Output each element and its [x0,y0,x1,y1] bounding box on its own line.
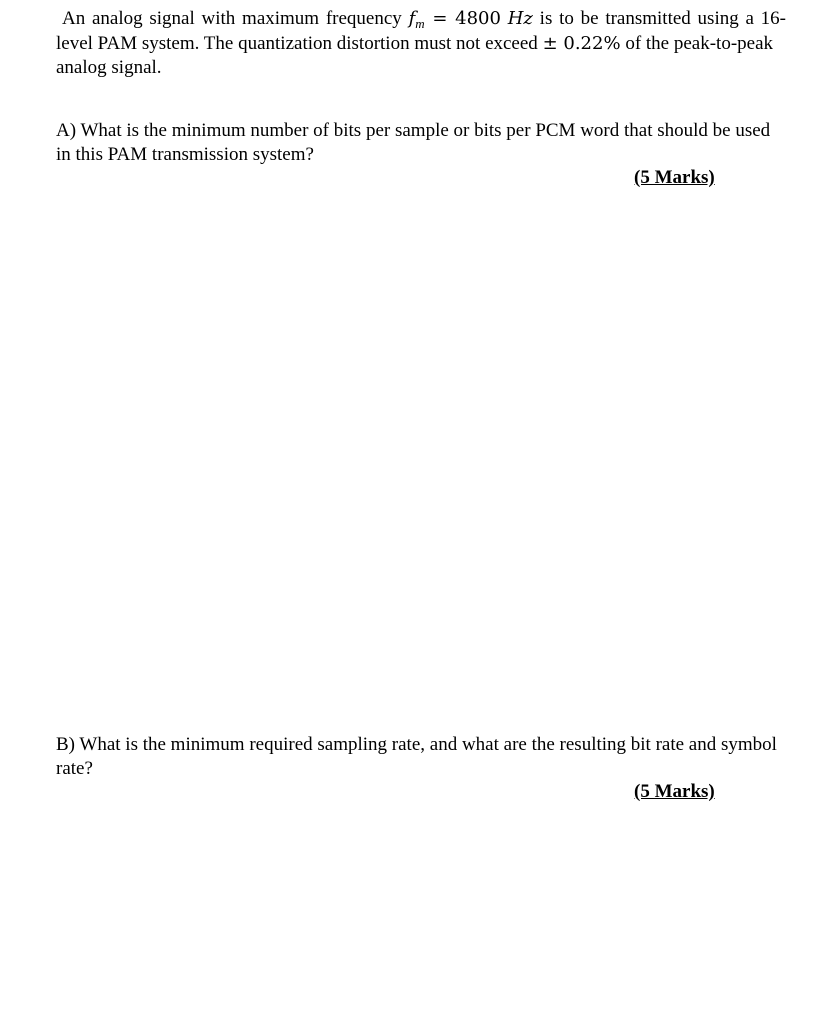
equals-sign: = [424,8,456,29]
fm-value: 4800 [455,8,501,29]
distortion-value: 0.22% [557,33,621,54]
intro-text-4: of the peak-to-peak analog signal. [56,33,774,78]
question-a: A) What is the minimum number of bits per sample or bits per PCM word that should be used in this PAM transmission system? [56,120,771,165]
problem-statement [56,7,786,80]
intro-text-1: An analog signal with maximum frequency [62,8,409,29]
question-a-marks: (5 Marks) [634,167,715,188]
plus-minus-sign: ± [542,33,558,54]
frequency-unit: Hz [507,8,533,29]
question-b-marks: (5 Marks) [634,781,715,802]
intro-text-2: is to be transmitted using a 16- [532,8,786,29]
fm-subscript: m [415,16,425,31]
intro-text-3: level PAM system. The quantization distortion must not exceed [56,33,543,54]
fm-symbol: f [408,8,416,29]
problem-statement-line-1 [56,7,786,32]
question-b: B) What is the minimum required sampling rate, and what are the resulting bit rate and symbol rate? [56,734,777,779]
